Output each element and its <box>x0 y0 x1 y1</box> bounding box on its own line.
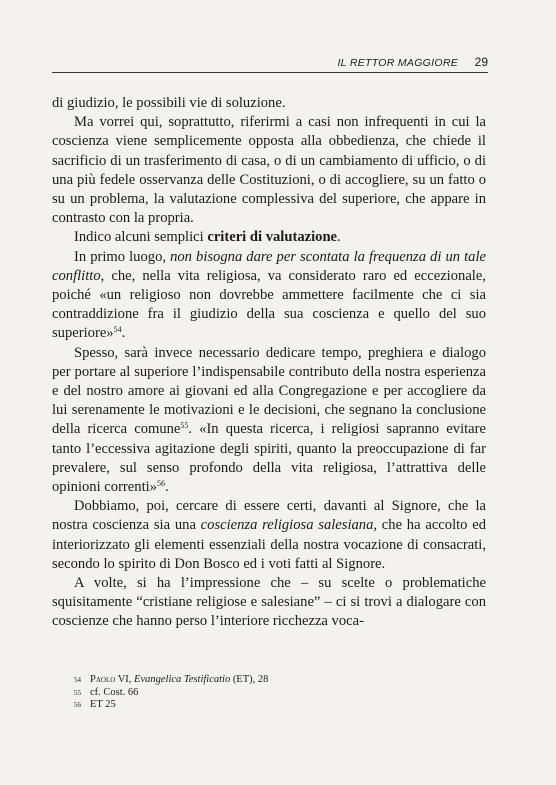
paragraph <box>52 497 486 574</box>
paragraph <box>52 228 486 247</box>
text-run: . <box>164 479 169 496</box>
paragraph <box>52 344 486 498</box>
text-run: Dobbiamo, poi, cercare di essere certi, davanti al Signore, che la nostra coscienza sia una <box>52 498 486 534</box>
footnote-rest: (ET), 28 <box>230 674 269 685</box>
paragraph <box>52 248 486 344</box>
text-run: , che, nella vita religiosa, va considerato raro ed eccezionale, poiché «un religioso non dovrebbe ammettere facilmente che ci sia contraddizione fra il giudizio della sua coscienza e quello del suo superiore» <box>52 267 486 342</box>
footnote-title: Evangelica Testificatio <box>134 674 231 685</box>
running-header <box>52 50 488 73</box>
running-title: IL RETTOR MAGGIORE <box>337 57 458 69</box>
text-run: . «In questa ricerca, i religiosi sapranno evitare tanto l’eccessiva agitazione degli spiriti, quanto la preoccupazione di far prevalere, sul senso profondo della vita religiosa, l’attrattiva delle opinioni correnti» <box>52 421 486 496</box>
footnote-number: 55 <box>74 688 81 697</box>
footnote-text: cf. Cost. 66 <box>90 686 139 698</box>
body-text <box>52 94 486 632</box>
footnotes <box>74 674 454 712</box>
italic-phrase: non bisogna dare per scontata la frequenza di un tale conflitto <box>52 248 486 284</box>
bold-phrase: criteri di valutazione <box>207 229 338 246</box>
paragraph: di giudizio, le possibili vie di soluzione. <box>52 95 286 111</box>
footnote-reference: 55 <box>180 421 189 431</box>
italic-phrase: coscienza religiosa salesiana <box>200 517 374 534</box>
footnote <box>74 674 454 687</box>
text-run: , che ha accolto ed interiorizzato gli elementi essenziali della nostra vocazione di consacrati, secondo lo spirito di Don Bosco ed i voti fatti al Signore. <box>52 517 486 572</box>
text-run: In primo luogo, <box>74 248 171 265</box>
text-run: . <box>337 229 341 246</box>
text-run: Indico alcuni semplici <box>74 229 208 246</box>
footnote-number: 56 <box>74 701 81 710</box>
footnote-number: 54 <box>74 676 81 684</box>
text-run: Spesso, sarà invece necessario dedicare tempo, preghiera e dialogo per portare al superiore l’indispensabile contributo della nostra esperienza e del nostro amore ai giovani ed alla Congregazione e per accogliere da lui serenamente le motivazioni e le decisioni, che segnano la conclusione della ricerca comune <box>52 344 486 438</box>
footnote <box>74 687 454 700</box>
paragraph: A volte, si ha l’impressione che – su scelte o problematiche squisitamente “cristiane religiose e salesiane” – ci si trovi a dialogare con coscienze che hanno perso l’interiore ricchezza voca- <box>52 575 486 630</box>
text-run: . <box>121 325 126 342</box>
footnote-reference: 56 <box>156 479 165 489</box>
footnote-reference: 54 <box>113 325 122 335</box>
footnote-author: Paolo VI <box>90 674 129 685</box>
footnote <box>74 699 454 712</box>
paragraph: Ma vorrei qui, soprattutto, riferirmi a casi non infrequenti in cui la coscienza viene semplicemente opposta alla obbedienza, che chiede il sacrificio di un trasferimento di casa, o di un cambiamento di ufficio, o di una più fedele osservanza delle Costituzioni, o di accogliere, su un fatto o su un problema, la valutazione complessiva del superiore, che appare in contrasto con la propria. <box>52 114 486 227</box>
footnote-text: ET 25 <box>90 699 116 711</box>
footnote-text: Paolo VI, Evangelica Testificatio (ET), 28 <box>90 674 269 685</box>
page-number: 29 <box>474 55 488 69</box>
